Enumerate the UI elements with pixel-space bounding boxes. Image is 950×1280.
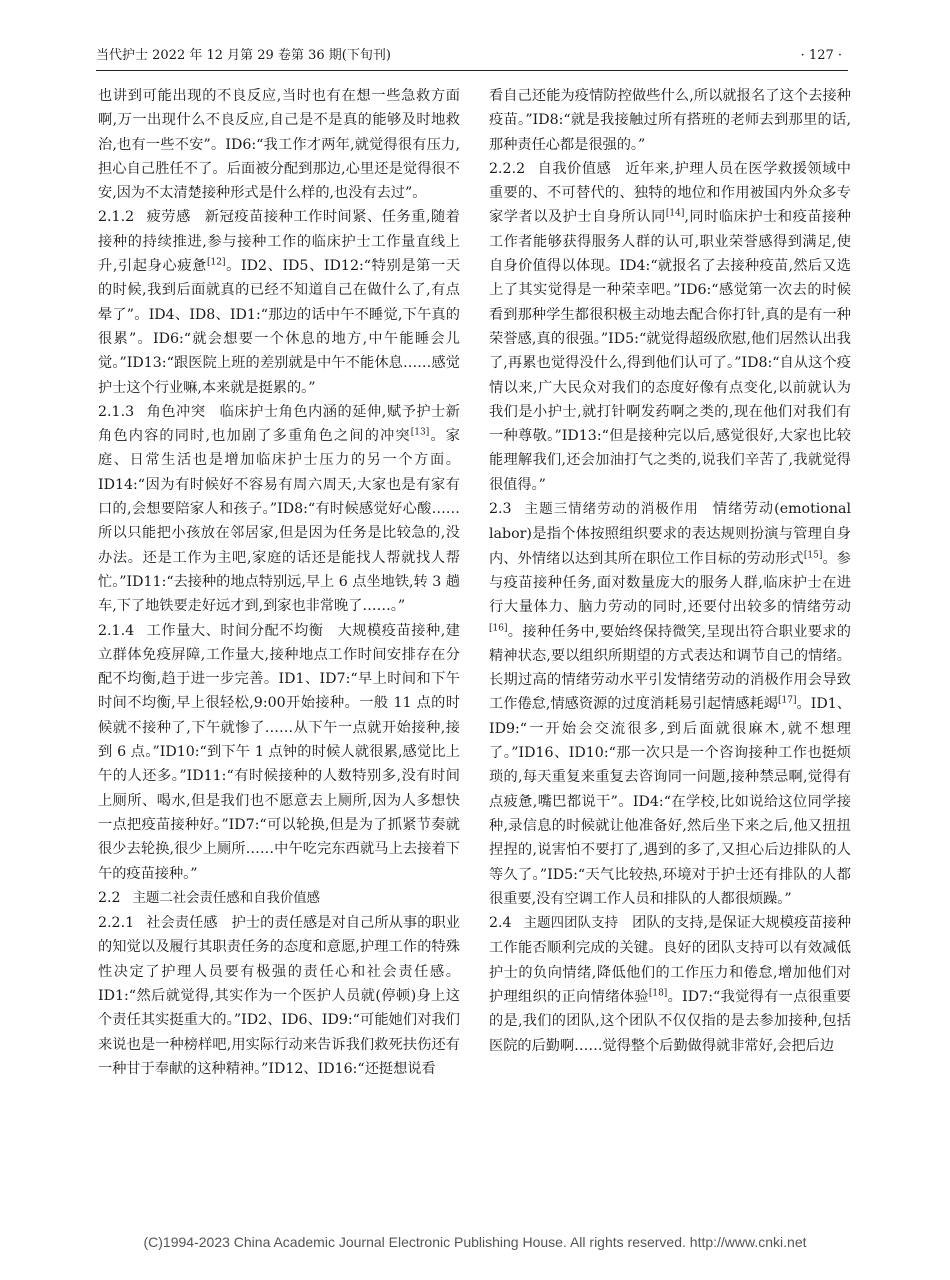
section-2-4 [489,911,851,1058]
section-number: 2.2.1 [98,915,135,932]
section-text: ,同时临床护士和疫苗接种工作者能够获得服务人群的认可,职业荣誉感得到满足,使自身价值得以体现。ID4:“就报名了去接种疫苗,然后又选上了其实觉得是一种荣幸吧。”ID6:“感觉第一次去的时候看到那种学生都很积极主动地去配合你打针,真的是有一种荣誉感,真的很强。”ID5:“就觉得超级欣慰,他们居然认出我了,再累也觉得没什么,得到他们认可了。”ID8:“自从这个疫情以来,广大民众对我们的态度好像有点变化,以前就认为我们是小护士,就打针啊发药啊之类的,现在他们对我们有一种尊敬。”ID13:“但是接种完以后,感觉很好,大家也比较能理解我们,还会加油打气之类的,说我们辛苦了,我就觉得很值得。” [489,209,851,493]
citation-ref: [18] [648,988,668,999]
journal-citation: 当代护士 2022 年 12 月第 29 卷第 36 期(下旬刊) [96,48,391,63]
section-number: 2.1.3 [98,403,135,420]
section-text: 。接种任务中,要始终保持微笑,呈现出符合职业要求的精神状态,要以组织所期望的方式表达和调节自己的情绪。长期过高的情绪劳动水平引发情绪劳动的消极作用会导致工作倦怠,情感资源的过度消耗易引起情感耗竭 [489,623,851,713]
section-number: 2.1.2 [98,209,135,226]
citation-ref: [15] [803,549,823,560]
section-2-2 [98,886,460,911]
running-header [96,46,848,71]
section-number: 2.3 [489,501,512,518]
section-text: 护士的责任感是对自己所从事的职业的知觉以及履行其职责任务的态度和意愿,护理工作的特殊性决定了护理人员要有极强的责任心和社会责任感。ID1:“然后就觉得,其实作为一个医护人员就(停顿)身上这个责任其实挺重大的。”ID2、ID6、ID9:“可能她们对我们来说也是一种榜样吧,用实际行动来告诉我们救死扶伤还有一种甘于奉献的这种精神。”ID12、ID16:“还挺想说看 [98,915,460,1077]
section-number: 2.1.4 [98,622,135,639]
section-heading: 疲劳感 [146,209,191,226]
section-heading: 角色冲突 [146,403,206,420]
section-heading: 社会责任感 [146,915,218,932]
section-text: 大规模疫苗接种,建立群体免疫屏障,工作量大,接种地点工作时间安排存在分配不均衡,趋于进一步完善。ID1、ID7:“早上时间和下午时间不均衡,早上很轻松,9:00开始接种。一般 11 点的时候就不接种了,下午就惨了……从下午一点就开始接种,接到 6 点。”ID10:“到下午 1 点钟的时候人就很累,感觉比上午的人还多。”ID11:“有时候接种的人数特别多,没有时间上厕所、喝水,但是我们也不愿意去上厕所,因为人多想快一点把疫苗接种好。”ID7:“可以轮换,但是为了抓紧节奏就很少去轮换,很少上厕所……中午吃完东西就马上去接着下午的疫苗接种。” [98,622,460,882]
section-text: 近年来,护理人员在医学救援领域中重要的、不可替代的、独特的地位和作用被国内外众多专家学者以及护士自身所认同 [489,160,851,226]
citation-ref: [17] [778,695,797,706]
section-2-1-4 [98,619,460,886]
continued-paragraph: 也讲到可能出现的不良反应,当时也有在想一些急救方面啊,万一出现什么不良反应,自己是不是真的能够及时地救治,也有一些不安”。ID6:“我工作才两年,就觉得很有压力,担心自己胜任不了。后面被分配到那边,心里还是觉得很不安,因为不太清楚接种形式是什么样的,也没有去过”。 [98,88,460,202]
theme-heading: 主题二社会责任感和自我价值感 [132,890,321,906]
section-number: 2.4 [489,915,512,932]
page-number: · 127 · [800,48,842,63]
section-text: 。ID7:“我觉得有一点很重要的是,我们的团队,这个团队不仅仅指的是去参加接种,包括医院的后勤啊……觉得整个后勤做得就非常好,会把后边 [489,988,851,1054]
left-column [98,84,460,1081]
section-2-2-2 [489,157,851,497]
section-text: 情绪劳动(emotional labor)是指个体按照组织要求的表达规则扮演与管理自身内、外情绪以达到其所在职位工作目标的劳动形式 [489,501,851,567]
copyright-footer: (C)1994-2023 China Academic Journal Electronic Publishing House. All rights reserved. http://www.cnki.net [143,1234,807,1250]
section-text: 。家庭、日常生活也是增加临床护士压力的另一个方面。ID14:“因为有时候好不容易有周六周天,大家也是有家有口的,会想要陪家人和孩子。”ID8:“有时候感觉好心酸……所以只能把小孩放在邻居家,但是因为任务是比较急的,没办法。还是工作为主吧,家庭的话还是能找人帮就找人帮忙。”ID11:“去接种的地点特别远,早上 6 点坐地铁,转 3 趟车,下了地铁要走好远才到,到家也非常晚了……。” [98,428,460,615]
section-heading: 自我价值感 [537,160,612,177]
citation-ref: [13] [410,427,430,438]
section-2-1-3 [98,400,460,619]
citation-ref: [12] [207,257,226,268]
section-text: 团队的支持,是保证大规模疫苗接种工作能否顺利完成的关键。良好的团队支持可以有效减低护士的负向情绪,降低他们的工作压力和倦怠,增加他们对护理组织的正向情绪体验 [489,915,852,1005]
citation-ref: [16] [489,622,508,633]
section-text: 临床护士角色内涵的延伸,赋予护士新角色内容的同时,也加剧了多重角色之间的冲突 [98,403,460,445]
theme-heading: 主题三情绪劳动的消极作用 [523,502,699,518]
theme-heading: 主题四团队支持 [523,916,619,932]
section-text: 新冠疫苗接种工作时间紧、任务重,随着接种的持续推进,参与接种工作的临床护士工作量直线上升,引起身心疲惫 [98,209,460,275]
section-2-2-1 [98,911,460,1081]
section-text: 。ID2、ID5、ID12:“特别是第一天的时候,我到后面就真的已经不知道自己在做什么了,有点晕了”。ID4、ID8、ID1:“那边的话中午不睡觉,下午真的很累”。ID6:“就会想要一个休息的地方,中午能睡会儿觉。”ID13:“跟医院上班的差别就是中午不能休息……感觉护士这个行业嘛,本来就是挺累的。” [98,258,461,396]
section-2-1-2 [98,205,460,399]
continued-paragraph: 看自己还能为疫情防控做些什么,所以就报名了这个去接种疫苗。”ID8:“就是我接触过所有搭班的老师去到那里的话,那种责任心都是很强的。” [489,88,851,153]
section-text: 。参与疫苗接种任务,面对数量庞大的服务人群,临床护士在进行大量体力、脑力劳动的同时,还要付出较多的情绪劳动 [489,550,851,616]
citation-ref: [14] [665,208,685,219]
section-text: 。ID1、ID9:“一开始会交流很多,到后面就很麻木,就不想理了。”ID16、ID10:“那一次只是一个咨询接种工作也挺烦琐的,每天重复来重复去咨询同一问题,接种禁忌啊,觉得有点疲惫,嘴巴都说干”。ID4:“在学校,比如说给这位同学接种,录信息的时候就让他准备好,然后坐下来之后,他又扭扭捏捏的,说害怕不要打了,遇到的多了,又担心后边排队的人等久了。”ID5:“天气比较热,环境对于护士还有排队的人都很重要,没有空调工作人员和排队的人都很烦躁。” [489,696,851,907]
section-number: 2.2 [98,889,121,906]
section-number: 2.2.2 [489,160,526,177]
section-2-3 [489,497,851,911]
section-heading: 工作量大、时间分配不均衡 [146,622,324,639]
right-column [489,84,851,1058]
